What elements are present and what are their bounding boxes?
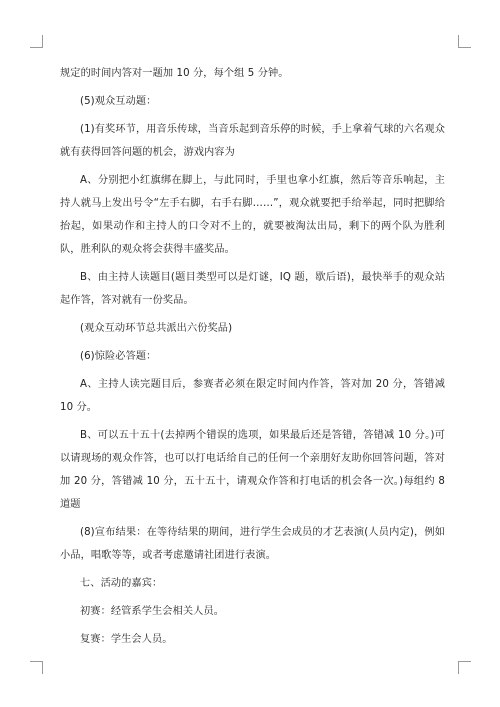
paragraph: B、可以五十五十(去掉两个错误的选项，如果最后还是答错，答错减 10 分。)可以请现场的观众作答，也可以打电话给自己的任何一个亲朋好友助你回答问题，答对加 20 分，答错减 10 分，五十五十，请观众作答和打电话的机会各一次。)每组约 8 道题	[60, 430, 445, 510]
crop-mark-bottom-left	[30, 661, 43, 674]
paragraph: (观众互动环节总共派出六份奖品)	[80, 323, 233, 334]
document-body	[60, 62, 445, 656]
paragraph: (8)宣布结果：在等待结果的期间，进行学生会成员的才艺表演(人员内定)，例如小品，唱歌等等，或者考虑邀请社团进行表演。	[60, 527, 445, 561]
paragraph: (1)有奖环节，用音乐传球，当音乐起到音乐停的时候，手上拿着气球的六名观众就有获得回答问题的机会，游戏内容为	[60, 124, 445, 158]
paragraph: 初赛：经管系学生会相关人员。	[80, 606, 225, 617]
crop-mark-top-right	[458, 35, 471, 48]
paragraph: (5)观众互动题：	[80, 96, 157, 107]
crop-mark-top-left	[30, 35, 43, 48]
paragraph: 复赛：学生会人员。	[80, 634, 173, 645]
paragraph: A、主持人读完题目后，参赛者必须在限定时间内作答，答对加 20 分，答错减 10 分。	[60, 379, 445, 413]
paragraph: 规定的时间内答对一题加 10 分，每个组 5 分钟。	[60, 68, 289, 79]
paragraph: (6)惊险必答题：	[80, 351, 157, 362]
crop-mark-bottom-right	[458, 661, 471, 674]
section-heading: 七、活动的嘉宾：	[80, 578, 163, 589]
paragraph: A、分别把小红旗绑在脚上，与此同时，手里也拿小红旗，然后等音乐响起，主持人就马上发出号令“左手右脚，右手右脚……”，观众就要把手给举起，同时把脚给抬起，如果动作和主持人的口令对不上的，就要被淘汰出局，剩下的两个队为胜利队，胜利队的观众将会获得丰盛奖品。	[60, 175, 445, 255]
paragraph: B、由主持人读题目(题目类型可以是灯谜，IQ 题，歇后语)，最快举手的观众站起作答，答对就有一份奖品。	[60, 272, 445, 306]
